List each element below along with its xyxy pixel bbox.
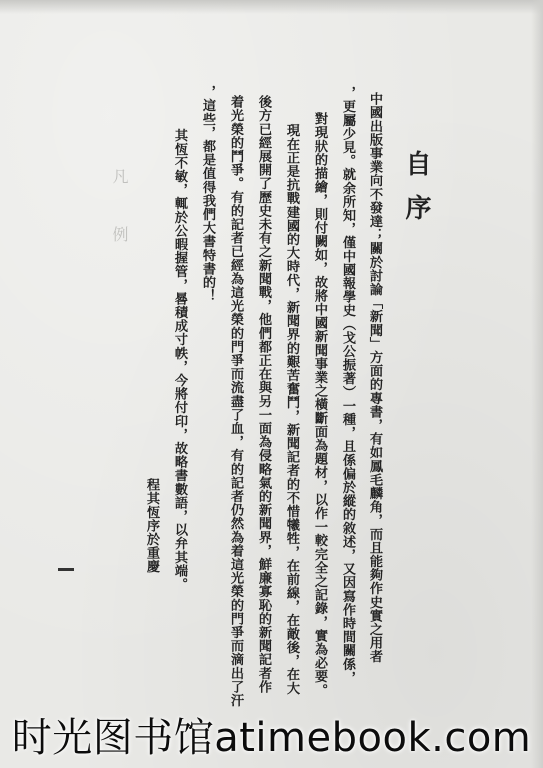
preface-line-7: ，這些，都是值得我們大書特書的！ xyxy=(200,85,215,303)
preface-line-6: 着光榮的鬥爭。有的記者已經為這光榮的門爭而流盡了血，有的記者仍然為着這光榮的門爭而滴出了汗 xyxy=(228,95,243,707)
preface-line-4: 現在正是抗戰建國的大時代，新聞界的艱苦奮鬥，新聞記者的不惜犧牲，在前線，在敵後，在大 xyxy=(284,110,299,695)
preface-line-8: 其恆不敏，輒於公暇握管，晷積成寸帙，今將付印，故略書數語，以弁其端。 xyxy=(172,115,187,591)
preface-signature: 程其恆序於重慶 xyxy=(144,478,159,574)
preface-title: 自序 xyxy=(401,150,431,238)
preface-line-2: ，更屬少見。就余所知，僅中國報學史（戈公振著）一種，且係偏於縱的敘述，又因寫作時間關係， xyxy=(340,86,355,685)
preface-line-5: 後方已經展開了歷史未有之新聞戰，他們都正在與另一面為侵略氣的新聞界，鮮廉寡恥的新聞記者作 xyxy=(256,95,271,694)
margin-dash xyxy=(58,568,74,571)
site-watermark: 时光图书馆atimebook.com xyxy=(11,715,532,761)
preface-line-1: 中國出版事業向不發達；關於討論「新聞」方面的專書，有如鳳毛麟角，而且能夠作史實之用者 xyxy=(367,92,382,664)
page-top-shadow xyxy=(0,0,543,14)
bleed-through-char-1: 凡 xyxy=(110,168,129,184)
preface-line-3: 對現狀的描繪，則付闕如，故將中國新聞事業之橫斷面為題材，以作一較完全之記錄，實為必要。 xyxy=(312,112,327,697)
page-right-shadow xyxy=(531,0,543,768)
bleed-through-char-2: 例 xyxy=(110,226,129,242)
